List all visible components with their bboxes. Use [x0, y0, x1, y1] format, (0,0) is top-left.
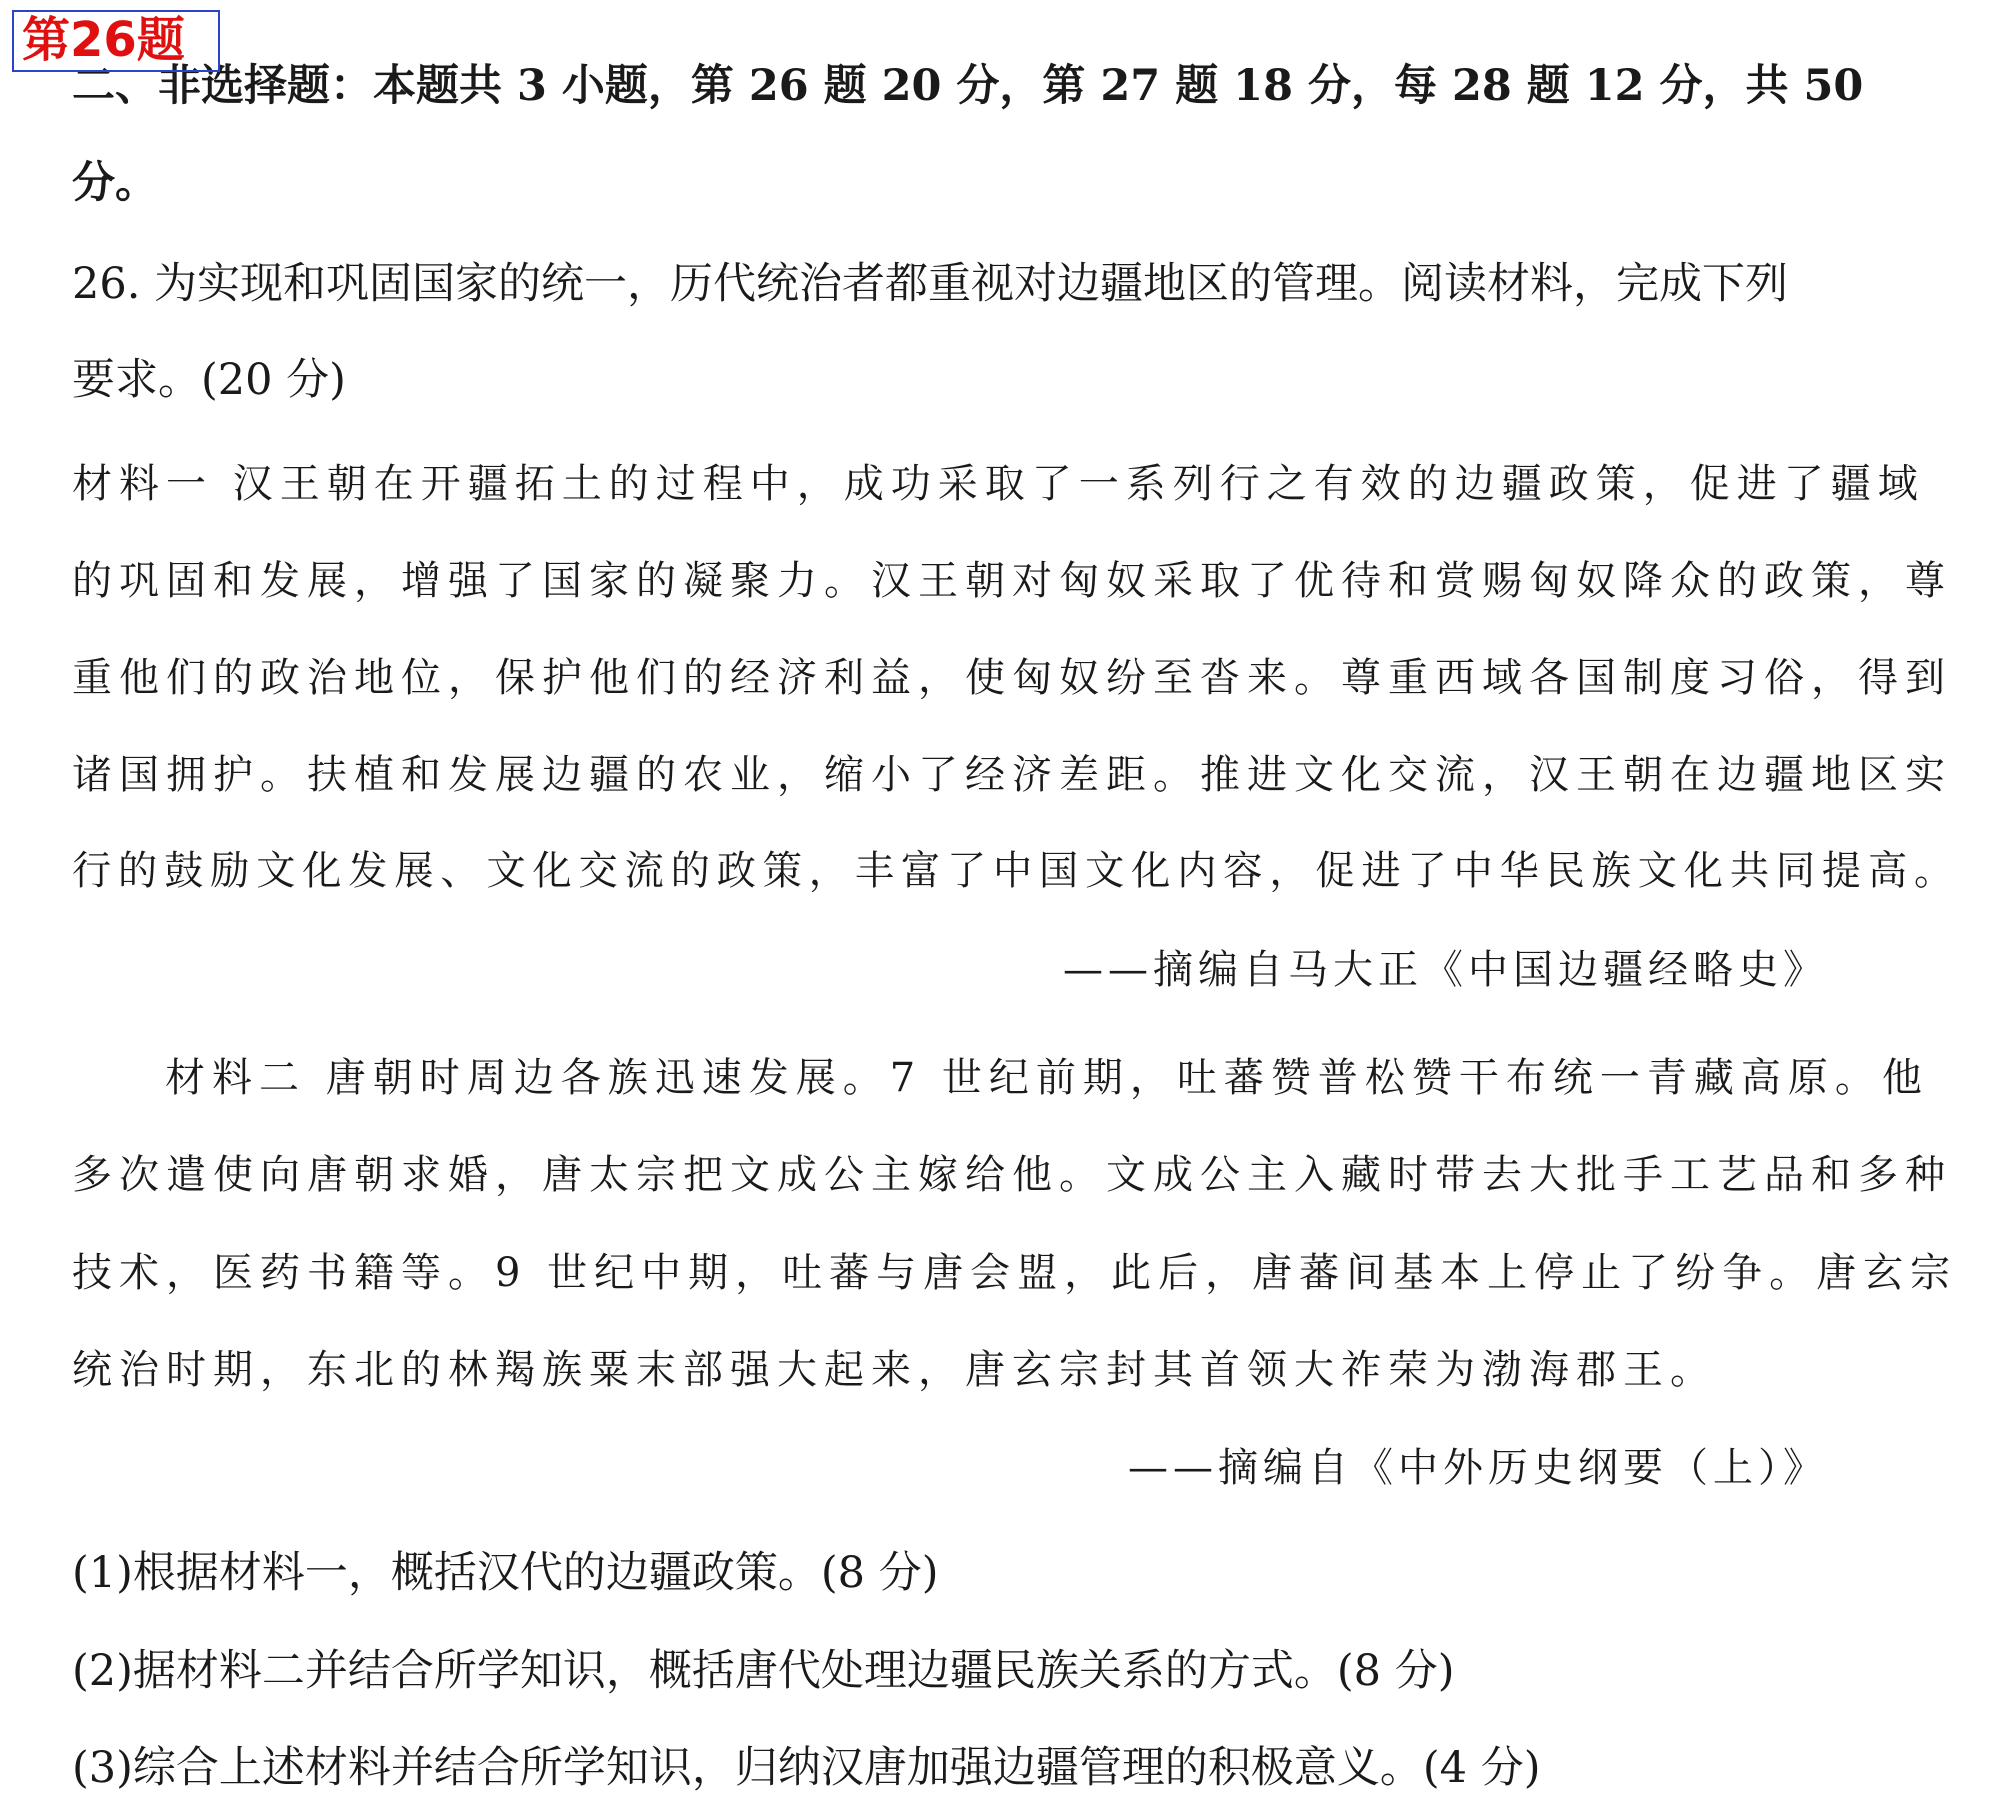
material2-line-2: 多次遣使向唐朝求婚，唐太宗把文成公主嫁给他。文成公主入藏时带去大批手工艺品和多种	[72, 1152, 1952, 1198]
question-stem-line-2: 要求。(20 分)	[72, 355, 346, 405]
sub-question-2: (2)据材料二并结合所学知识，概括唐代处理边疆民族关系的方式。(8 分)	[72, 1646, 1455, 1696]
question-number-tag: 第26题	[12, 10, 220, 72]
question-stem-line-1: 26. 为实现和巩固国家的统一，历代统治者都重视对边疆地区的管理。阅读材料，完成下列	[72, 259, 1789, 309]
material2-line-1: 材料二 唐朝时周边各族迅速发展。7 世纪前期，吐蕃赞普松赞干布统一青藏高原。他	[165, 1055, 1929, 1101]
material1-line-5: 行的鼓励文化发展、文化交流的政策，丰富了中国文化内容，促进了中华民族文化共同提高。	[72, 848, 1961, 894]
section-heading-line-1: 二、非选择题：本题共 3 小题，第 26 题 20 分，第 27 题 18 分，每 28 题 12 分，共 50	[72, 61, 1864, 111]
sub-question-1: (1)根据材料一，概括汉代的边疆政策。(8 分)	[72, 1548, 939, 1598]
material2-source: ——摘编自《中外历史纲要（上）》	[1128, 1445, 1828, 1491]
material1-line-2: 的巩固和发展，增强了国家的凝聚力。汉王朝对匈奴采取了优待和赏赐匈奴降众的政策，尊	[72, 558, 1952, 604]
material2-line-3: 技术，医药书籍等。9 世纪中期，吐蕃与唐会盟，此后，唐蕃间基本上停止了纷争。唐玄宗	[72, 1250, 1958, 1296]
material1-line-4: 诸国拥护。扶植和发展边疆的农业，缩小了经济差距。推进文化交流，汉王朝在边疆地区实	[72, 752, 1952, 798]
material1-line-3: 重他们的政治地位，保护他们的经济利益，使匈奴纷至沓来。尊重西域各国制度习俗，得到	[72, 655, 1952, 701]
material1-line-1: 材料一 汉王朝在开疆拓土的过程中，成功采取了一系列行之有效的边疆政策，促进了疆域	[72, 461, 1925, 507]
material2-line-4: 统治时期，东北的林羯族粟末部强大起来，唐玄宗封其首领大祚荣为渤海郡王。	[72, 1347, 1717, 1393]
material1-source: ——摘编自马大正《中国边疆经略史》	[1063, 947, 1828, 993]
sub-question-3: (3)综合上述材料并结合所学知识，归纳汉唐加强边疆管理的积极意义。(4 分)	[72, 1743, 1541, 1793]
section-heading-line-2: 分。	[72, 158, 158, 208]
